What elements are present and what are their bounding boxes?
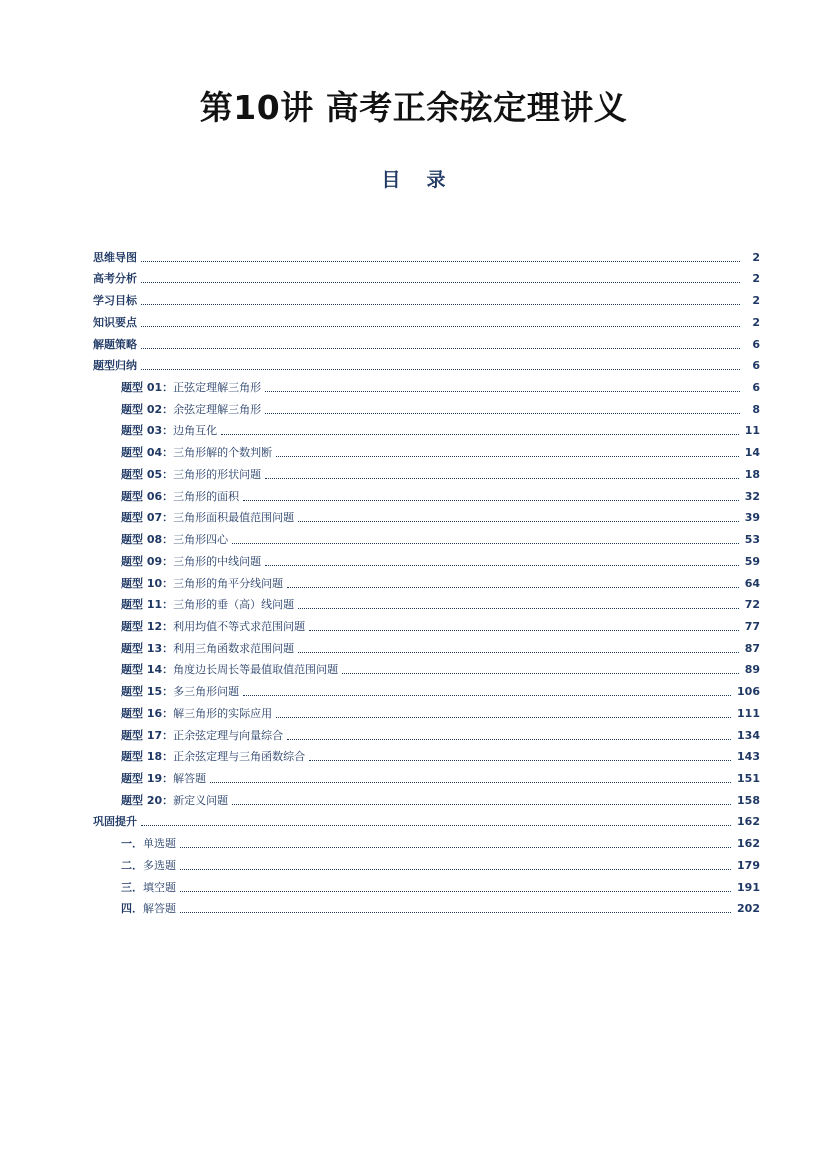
toc-entry-number: 题型 13 xyxy=(121,641,163,655)
toc-section-entry[interactable] xyxy=(93,243,760,265)
toc-page-number: 89 xyxy=(744,663,760,677)
toc-entry-number: 题型 17 xyxy=(121,728,163,742)
toc-section-entry[interactable] xyxy=(93,286,760,308)
toc-dot-leader xyxy=(243,695,731,696)
toc-dot-leader xyxy=(180,891,731,892)
toc-entry-label: 三角形的垂（高）线问题 xyxy=(173,598,295,612)
toc-entry-number: 题型 12 xyxy=(121,619,163,633)
toc-page-number: 158 xyxy=(737,793,760,807)
toc-page-number: 151 xyxy=(737,771,760,785)
toc-entry-label: 巩固提升 xyxy=(93,815,137,829)
toc-subsection-entry[interactable] xyxy=(93,721,760,743)
toc-entry-number: 题型 05 xyxy=(121,467,163,481)
toc-dot-leader xyxy=(141,326,740,327)
toc-page-number: 6 xyxy=(752,337,760,351)
toc-subsection-entry[interactable] xyxy=(93,829,760,851)
toc-entry-separator: ： xyxy=(162,641,174,655)
toc-page-number: 191 xyxy=(737,880,760,894)
toc-page-number: 59 xyxy=(744,554,760,568)
toc-dot-leader xyxy=(287,587,739,588)
toc-entry-number: 题型 07 xyxy=(121,511,163,525)
toc-entry-separator: ： xyxy=(162,554,174,568)
toc-entry-separator: ： xyxy=(162,619,174,633)
toc-page-number: 162 xyxy=(737,815,760,829)
toc-subsection-entry[interactable] xyxy=(93,786,760,808)
toc-subsection-entry[interactable] xyxy=(93,504,760,526)
toc-entry-number: 题型 14 xyxy=(121,663,163,677)
toc-dot-leader xyxy=(265,391,740,392)
toc-subsection-entry[interactable] xyxy=(93,395,760,417)
toc-entry-number: 题型 19 xyxy=(121,771,163,785)
toc-dot-leader xyxy=(287,739,731,740)
toc-entry-label: 多三角形问题 xyxy=(173,685,240,699)
toc-entry-separator: ： xyxy=(162,424,174,438)
toc-subsection-entry[interactable] xyxy=(93,677,760,699)
toc-entry-label: 三角形面积最值范围问题 xyxy=(173,511,295,525)
toc-subsection-entry[interactable] xyxy=(93,438,760,460)
toc-dot-leader xyxy=(265,413,740,414)
toc-entry-label: 单选题 xyxy=(143,837,176,851)
toc-page-number: 6 xyxy=(752,359,760,373)
toc-dot-leader xyxy=(180,912,731,913)
toc-page-number: 2 xyxy=(752,315,760,329)
toc-entry-label: 学习目标 xyxy=(93,294,137,308)
toc-dot-leader xyxy=(210,782,731,783)
toc-entry-label: 边角互化 xyxy=(173,424,218,438)
toc-entry-number: 题型 16 xyxy=(121,706,163,720)
toc-entry-separator: ： xyxy=(162,511,174,525)
toc-dot-leader xyxy=(141,348,740,349)
toc-entry-separator: ： xyxy=(162,598,174,612)
toc-entry-number: 题型 02 xyxy=(121,402,163,416)
toc-entry-label: 正余弦定理与三角函数综合 xyxy=(173,750,306,764)
toc-entry-label: 余弦定理解三角形 xyxy=(173,402,262,416)
toc-entry-label: 题型归纳 xyxy=(93,359,137,373)
toc-dot-leader xyxy=(298,652,739,653)
toc-section-entry[interactable] xyxy=(93,265,760,287)
toc-page-number: 32 xyxy=(744,489,760,503)
toc-page-number: 2 xyxy=(752,250,760,264)
toc-dot-leader xyxy=(141,282,740,283)
toc-section-entry[interactable] xyxy=(93,808,760,830)
toc-page-number: 134 xyxy=(737,728,760,742)
toc-entry-number: 题型 06 xyxy=(121,489,163,503)
toc-entry-separator: ： xyxy=(162,750,174,764)
toc-entry-label: 角度边长周长等最值取值范围问题 xyxy=(173,663,339,677)
toc-entry-label: 三角形的中线问题 xyxy=(173,554,262,568)
toc-dot-leader xyxy=(265,565,739,566)
toc-dot-leader xyxy=(180,869,731,870)
toc-entry-label: 三角形的面积 xyxy=(173,489,240,503)
toc-entry-label: 三角形四心 xyxy=(173,533,229,547)
toc-subsection-entry[interactable] xyxy=(93,764,760,786)
toc-entry-label: 解题策略 xyxy=(93,337,137,351)
toc-dot-leader xyxy=(309,630,739,631)
toc-entry-number: 四． xyxy=(121,902,143,916)
toc-dot-leader xyxy=(141,369,740,370)
document-title: 第10讲 高考正余弦定理讲义 xyxy=(199,88,628,127)
toc-entry-separator: ： xyxy=(162,446,174,460)
toc-heading xyxy=(0,165,827,192)
toc-subsection-entry[interactable] xyxy=(93,525,760,547)
toc-subsection-entry[interactable] xyxy=(93,851,760,873)
toc-dot-leader xyxy=(141,261,740,262)
toc-entry-separator: ： xyxy=(162,381,174,395)
toc-dot-leader xyxy=(141,304,740,305)
toc-entry-label: 三角形的形状问题 xyxy=(173,467,262,481)
toc-page-number: 2 xyxy=(752,294,760,308)
toc-page-number: 14 xyxy=(744,446,760,460)
toc-page-number: 202 xyxy=(737,902,760,916)
toc-page-number: 39 xyxy=(744,511,760,525)
toc-entry-label: 思维导图 xyxy=(93,250,137,264)
toc-entry-separator: ： xyxy=(162,489,174,503)
toc-subsection-entry[interactable] xyxy=(93,895,760,917)
toc-entry-label: 高考分析 xyxy=(93,272,137,286)
toc-section-entry[interactable] xyxy=(93,330,760,352)
toc-dot-leader xyxy=(232,543,739,544)
toc-entry-number: 题型 11 xyxy=(121,598,163,612)
toc-entry-number: 一． xyxy=(121,837,143,851)
toc-dot-leader xyxy=(221,434,739,435)
toc-subsection-entry[interactable] xyxy=(93,634,760,656)
toc-entry-number: 题型 04 xyxy=(121,446,163,460)
toc-page-number: 64 xyxy=(744,576,760,590)
toc-subsection-entry[interactable] xyxy=(93,656,760,678)
toc-page-number: 143 xyxy=(737,750,760,764)
toc-dot-leader xyxy=(232,804,731,805)
toc-subsection-entry[interactable] xyxy=(93,699,760,721)
toc-entry-number: 题型 10 xyxy=(121,576,163,590)
toc-entry-separator: ： xyxy=(162,533,174,547)
toc-page-number: 179 xyxy=(737,858,760,872)
toc-page-number: 162 xyxy=(737,837,760,851)
toc-entry-label: 三角形解的个数判断 xyxy=(173,446,273,460)
toc-entry-number: 题型 18 xyxy=(121,750,163,764)
toc-page-number: 11 xyxy=(744,424,760,438)
toc-entry-label: 解三角形的实际应用 xyxy=(173,706,273,720)
toc-dot-leader xyxy=(265,478,739,479)
table-of-contents xyxy=(93,243,760,916)
toc-page-number: 18 xyxy=(744,467,760,481)
toc-entry-label: 正弦定理解三角形 xyxy=(173,381,262,395)
toc-page-number: 106 xyxy=(737,685,760,699)
toc-dot-leader xyxy=(243,500,739,501)
toc-entry-separator: ： xyxy=(162,793,174,807)
toc-subsection-entry[interactable] xyxy=(93,612,760,634)
toc-dot-leader xyxy=(276,456,739,457)
toc-entry-label: 正余弦定理与向量综合 xyxy=(173,728,284,742)
toc-page-number: 53 xyxy=(744,533,760,547)
toc-entry-number: 三． xyxy=(121,880,143,894)
toc-section-entry[interactable] xyxy=(93,352,760,374)
toc-dot-leader xyxy=(309,760,731,761)
toc-entry-separator: ： xyxy=(162,467,174,481)
toc-entry-separator: ： xyxy=(162,663,174,677)
toc-entry-separator: ： xyxy=(162,771,174,785)
toc-subsection-entry[interactable] xyxy=(93,460,760,482)
toc-entry-number: 题型 09 xyxy=(121,554,163,568)
toc-entry-separator: ： xyxy=(162,706,174,720)
toc-subsection-entry[interactable] xyxy=(93,373,760,395)
toc-subsection-entry[interactable] xyxy=(93,417,760,439)
toc-dot-leader xyxy=(141,825,731,826)
toc-dot-leader xyxy=(298,608,739,609)
toc-entry-label: 利用均值不等式求范围问题 xyxy=(173,619,306,633)
toc-entry-label: 解答题 xyxy=(173,771,207,785)
toc-subsection-entry[interactable] xyxy=(93,743,760,765)
toc-entry-label: 填空题 xyxy=(143,880,176,894)
toc-subsection-entry[interactable] xyxy=(93,569,760,591)
toc-entry-number: 题型 08 xyxy=(121,533,163,547)
toc-dot-leader xyxy=(180,847,731,848)
toc-entry-separator: ： xyxy=(162,576,174,590)
toc-page-number: 111 xyxy=(737,706,760,720)
toc-entry-label: 三角形的角平分线问题 xyxy=(173,576,284,590)
toc-page-number: 77 xyxy=(744,619,760,633)
toc-entry-label: 解答题 xyxy=(143,902,176,916)
toc-entry-separator: ： xyxy=(162,402,174,416)
toc-subsection-entry[interactable] xyxy=(93,547,760,569)
toc-entry-label: 利用三角函数求范围问题 xyxy=(173,641,295,655)
toc-dot-leader xyxy=(276,717,731,718)
toc-subsection-entry[interactable] xyxy=(93,873,760,895)
toc-entry-label: 新定义问题 xyxy=(173,793,229,807)
toc-page-number: 8 xyxy=(752,402,760,416)
toc-page-number: 87 xyxy=(744,641,760,655)
toc-page-number: 2 xyxy=(752,272,760,286)
toc-entry-separator: ： xyxy=(162,685,174,699)
toc-heading-char-2: 录 xyxy=(426,169,446,191)
toc-dot-leader xyxy=(342,673,739,674)
toc-entry-number: 题型 20 xyxy=(121,793,163,807)
toc-entry-number: 题型 15 xyxy=(121,685,163,699)
toc-entry-label: 知识要点 xyxy=(93,315,137,329)
toc-entry-label: 多选题 xyxy=(143,858,176,872)
toc-entry-separator: ： xyxy=(162,728,174,742)
toc-dot-leader xyxy=(298,521,739,522)
toc-entry-number: 二． xyxy=(121,858,143,872)
toc-page-number: 6 xyxy=(752,381,760,395)
toc-subsection-entry[interactable] xyxy=(93,591,760,613)
toc-heading-char-1: 目 xyxy=(381,169,401,191)
toc-entry-number: 题型 01 xyxy=(121,381,163,395)
toc-subsection-entry[interactable] xyxy=(93,482,760,504)
toc-page-number: 72 xyxy=(744,598,760,612)
toc-entry-number: 题型 03 xyxy=(121,424,163,438)
toc-section-entry[interactable] xyxy=(93,308,760,330)
